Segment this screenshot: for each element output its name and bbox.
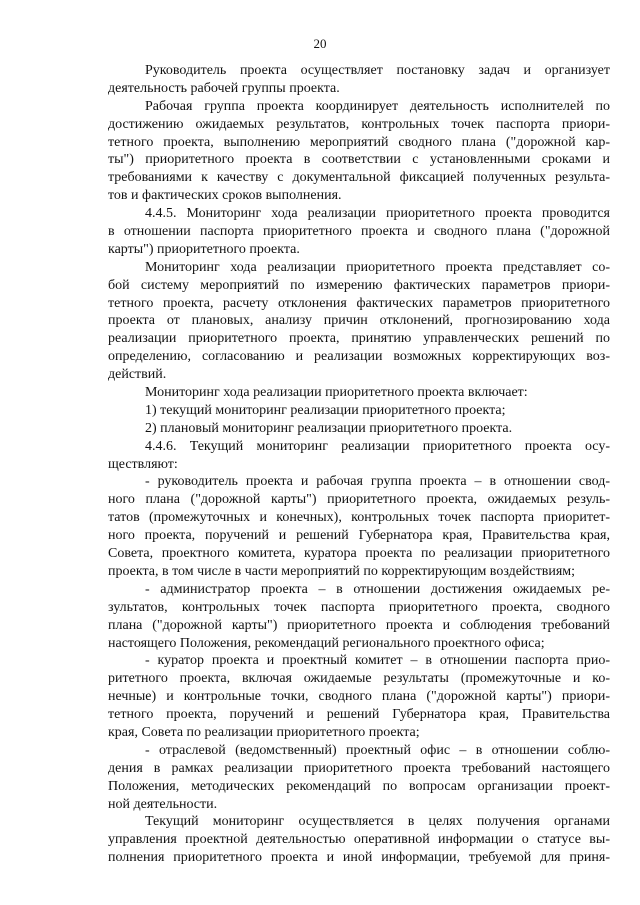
text-line: определению, согласованию и реализации возможных корректирующих воз-: [108, 349, 610, 365]
text-line: дения в рамках реализации приоритетного проекта требований настоящего: [108, 760, 610, 776]
body-text: [108, 62, 610, 867]
text-line: Мониторинг хода реализации приоритетного проекта представляет со-: [145, 259, 610, 275]
text-line: ществляют:: [108, 456, 178, 472]
text-line: в отношении паспорта приоритетного проекта и сводного плана ("дорожной: [108, 224, 610, 240]
text-line: - отраслевой (ведомственный) проектный офис – в отношении соблю-: [145, 742, 610, 758]
text-line: тов и фактических сроков выполнения.: [108, 188, 342, 204]
text-line: полнения приоритетного проекта и иной информации, требуемой для приня-: [108, 850, 610, 866]
text-line: ты") приоритетного проекта в соответствии с установленными сроками и: [108, 152, 610, 168]
text-line: тетного проекта, поручений и решений Губернатора края, Правительства: [108, 707, 610, 723]
text-line: достижению ожидаемых результатов, контрольных точек паспорта приори-: [108, 116, 610, 132]
text-line: проекта от плановых, анализу причин отклонений, прогнозированию хода: [108, 313, 610, 329]
text-line: 1) текущий мониторинг реализации приоритетного проекта;: [145, 402, 506, 418]
text-line: ного плана ("дорожной карты") приоритетного проекта, ожидаемых резуль-: [108, 492, 610, 508]
text-line: плана ("дорожной карты") приоритетного проекта и соблюдения требований: [108, 617, 610, 633]
text-line: Рабочая группа проекта координирует деятельность исполнителей по: [145, 98, 610, 114]
text-line: действий.: [108, 367, 167, 383]
text-line: Текущий мониторинг осуществляется в целях получения органами: [145, 814, 610, 830]
text-line: - администратор проекта – в отношении достижения ожидаемых ре-: [145, 581, 610, 597]
text-line: проекта, в том числе в части мероприятий по корректирующим воздействиям;: [108, 563, 576, 579]
text-line: управления проектной деятельностью оперативной информации о статусе вы-: [108, 832, 610, 848]
text-line: - руководитель проекта и рабочая группа проекта – в отношении свод-: [145, 474, 610, 490]
page-number: 20: [313, 36, 327, 51]
text-line: тетного проекта, выполнению мероприятий сводного плана ("дорожной кар-: [108, 134, 610, 150]
text-line: нечные) и контрольные точки, сводного плана ("дорожной карты") приори-: [108, 689, 610, 705]
text-line: Руководитель проекта осуществляет постановку задач и организует: [145, 63, 610, 78]
text-line: 4.4.5. Мониторинг хода реализации приоритетного проекта проводится: [145, 206, 610, 222]
text-line: края, Совета по реализации приоритетного проекта;: [108, 724, 420, 740]
text-line: требованиями к качеству с документальной фиксацией полученных результа-: [108, 170, 610, 186]
text-line: тетного проекта, расчету отклонения фактических параметров приоритетного: [108, 295, 610, 311]
text-line: зультатов, контрольных точек паспорта приоритетного проекта, сводного: [108, 599, 610, 615]
text-line: настоящего Положения, рекомендаций регионального проектного офиса;: [108, 635, 545, 651]
text-line: деятельность рабочей группы проекта.: [108, 80, 340, 96]
text-line: ного проекта, поручений и решений Губернатора края, Правительства края,: [108, 528, 610, 544]
text-line: ритетного проекта, включая ожидаемые результаты (промежуточные и ко-: [108, 671, 610, 687]
text-line: - куратор проекта и проектный комитет – в отношении паспорта прио-: [145, 653, 610, 669]
text-line: реализации приоритетного проекта, принятию управленческих решений по: [108, 331, 610, 347]
text-line: Мониторинг хода реализации приоритетного проекта включает:: [145, 385, 528, 401]
text-line: бой систему мероприятий по измерению фактических параметров приори-: [108, 277, 610, 293]
text-line: 2) плановый мониторинг реализации приоритетного проекта.: [145, 420, 513, 436]
text-line: ной деятельности.: [108, 796, 218, 812]
text-line: карты") приоритетного проекта.: [108, 241, 300, 257]
text-line: Совета, проектного комитета, куратора проекта по реализации приоритетного: [108, 546, 610, 562]
text-line: Положения, методических рекомендаций по вопросам организации проект-: [108, 778, 610, 794]
text-line: татов (промежуточных и конечных), контрольных точек паспорта приоритет-: [108, 510, 610, 526]
text-line: 4.4.6. Текущий мониторинг реализации приоритетного проекта осу-: [145, 438, 610, 454]
